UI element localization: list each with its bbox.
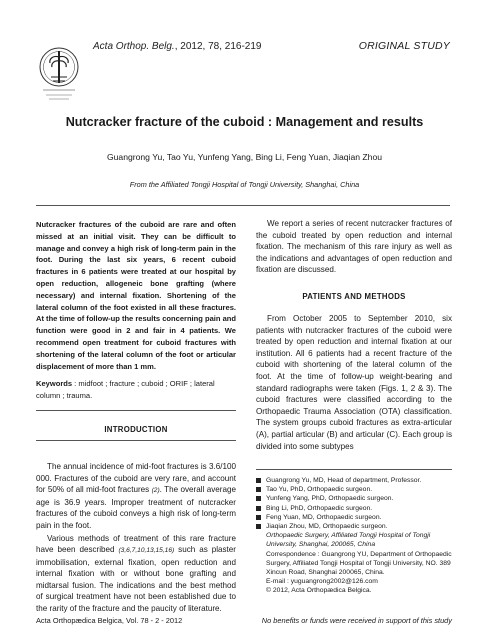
footnote-item: Guangrong Yu, MD, Head of department, Professor. <box>256 476 452 485</box>
footer-journal: Acta Orthopædica Belgica, Vol. 78 - 2 - 2012 <box>36 616 183 625</box>
methods-heading: PATIENTS AND METHODS <box>302 291 406 301</box>
footnote-email: E-mail : yuguangrong2002@126.com <box>266 578 378 586</box>
bullet-icon <box>256 515 261 520</box>
intro-paragraph-1: The annual incidence of mid-foot fractures is 3.6/100 000. Fractures of the cuboid are very rare, and account for 50% of all mid-foot fractures (2). The overall average age is 36.9 years. Improper treatment of nutcracker fractures of the cuboid conveys a high risk of long-term pain in the foot. <box>36 461 236 530</box>
keywords <box>36 378 236 402</box>
section-label: ORIGINAL STUDY <box>358 40 450 52</box>
bullet-icon <box>256 478 261 483</box>
abstract: Nutcracker fractures of the cuboid are rare and often missed at an initial visit. They can be difficult to manage and convey a high risk of long-term pain in the foot. During the last six years, 6 recent cuboid fractures in 6 patients were treated at our hospital by open reduction, allogeneic bone grafting (where necessary) and internal fixation. Shortening of the lateral column of the foot existed in all these fractures. At the time of follow-up the results concerning pain and function were good in 2 and fair in 4 patients. We recommend open treatment for cuboid fractures with shortening of the lateral column of the foot or articular displacement of more than 1 mm. <box>36 220 236 371</box>
introduction-body <box>36 461 236 615</box>
journal-name: Acta Orthop. Belg. <box>93 41 175 52</box>
right-column <box>256 218 452 452</box>
journal-citation <box>93 41 261 52</box>
footer-funding: No benefits or funds were received in support of this study <box>261 616 452 625</box>
right-paragraph-1: We report a series of recent nutcracker fractures of the cuboid treated by open reduction and internal fixation. The mechanism of this rare injury as well as the indications and advantages of open reduction and fixation are discussed. <box>256 219 452 275</box>
keywords-label: Keywords <box>36 379 73 389</box>
citation: (3,6,7,10,13,15,16) <box>118 547 175 555</box>
footnote-item: Yunfeng Yang, PhD, Orthopaedic surgeon. <box>256 494 452 503</box>
left-column <box>36 219 236 615</box>
footnotes <box>256 476 452 596</box>
footnote-item: Jiaqian Zhou, MD, Orthopaedic surgeon. <box>256 522 452 531</box>
bullet-icon <box>256 487 261 492</box>
header-divider <box>36 205 450 206</box>
citation: (2) <box>151 487 160 495</box>
right-body <box>256 218 452 276</box>
bullet-icon <box>256 506 261 511</box>
footnote-item: Tao Yu, PhD, Orthopaedic surgeon. <box>256 485 452 494</box>
footnote-department: Orthopaedic Surgery, Affiliated Tongji Hospital of Tongji University, Shanghai, 200065, China <box>266 532 431 549</box>
methods-paragraph: From October 2005 to September 2010, six patients with nutcracker fractures of the cuboid were treated by open reduction and internal fixation at our institution. All 6 patients had a recent fracture of the cuboid with shortening of the lateral column of the foot. At the time of follow-up weight-bearing and standard radiographs were taken (Figs. 1, 2 & 3). The cuboid fractures were classified according to the Orthopaedic Trauma Association (OTA) classification. The system groups cuboid fractures as extra-articular (A), partial articular (B) and articular (C). Each group is divided into some subtypes <box>256 313 452 451</box>
footnote-item: Feng Yuan, MD, Orthopaedic surgeon. <box>256 513 452 522</box>
footnote-copyright: © 2012, Acta Orthopædica Belgica. <box>266 587 372 595</box>
article-authors: Guangrong Yu, Tao Yu, Yunfeng Yang, Bing Li, Feng Yuan, Jiaqian Zhou <box>106 152 383 162</box>
bullet-icon <box>256 496 261 501</box>
journal-logo <box>37 43 81 105</box>
intro-paragraph-2: Various methods of treatment of this rare fracture have been described (3,6,7,10,13,15,16) such as plaster immobilisation, external fixation, open reduction and internal fixation with or without bone grafting and midtarsal fusion. The indications and the best method of surgical treatment have not been established due to the rarity of the fracture and the paucity of literature. <box>36 533 236 614</box>
article-title: Nutcracker fracture of the cuboid : Management and results <box>65 115 424 129</box>
article-affiliation: From the Affiliated Tongji Hospital of Tongji University, Shanghai, China <box>129 180 360 189</box>
abstract-divider <box>36 410 236 411</box>
footnote-divider <box>256 469 452 470</box>
journal-details: , 2012, 78, 216-219 <box>174 41 262 52</box>
bullet-icon <box>256 524 261 529</box>
introduction-heading: INTRODUCTION <box>104 424 168 434</box>
keywords-list: : midfoot ; fracture ; cuboid ; ORIF ; lateral column ; trauma. <box>36 379 215 401</box>
methods-body <box>256 313 452 452</box>
footnote-item: Bing Li, PhD, Orthopaedic surgeon. <box>256 504 452 513</box>
introduction-divider <box>36 440 236 441</box>
footnote-correspondence: Correspondence : Guangrong YU, Department of Orthopaedic Surgery, Affiliated Tongji Hospital of Tongji University, NO. 389 Xincun Road, Shanghai 200065, China. <box>266 550 452 577</box>
